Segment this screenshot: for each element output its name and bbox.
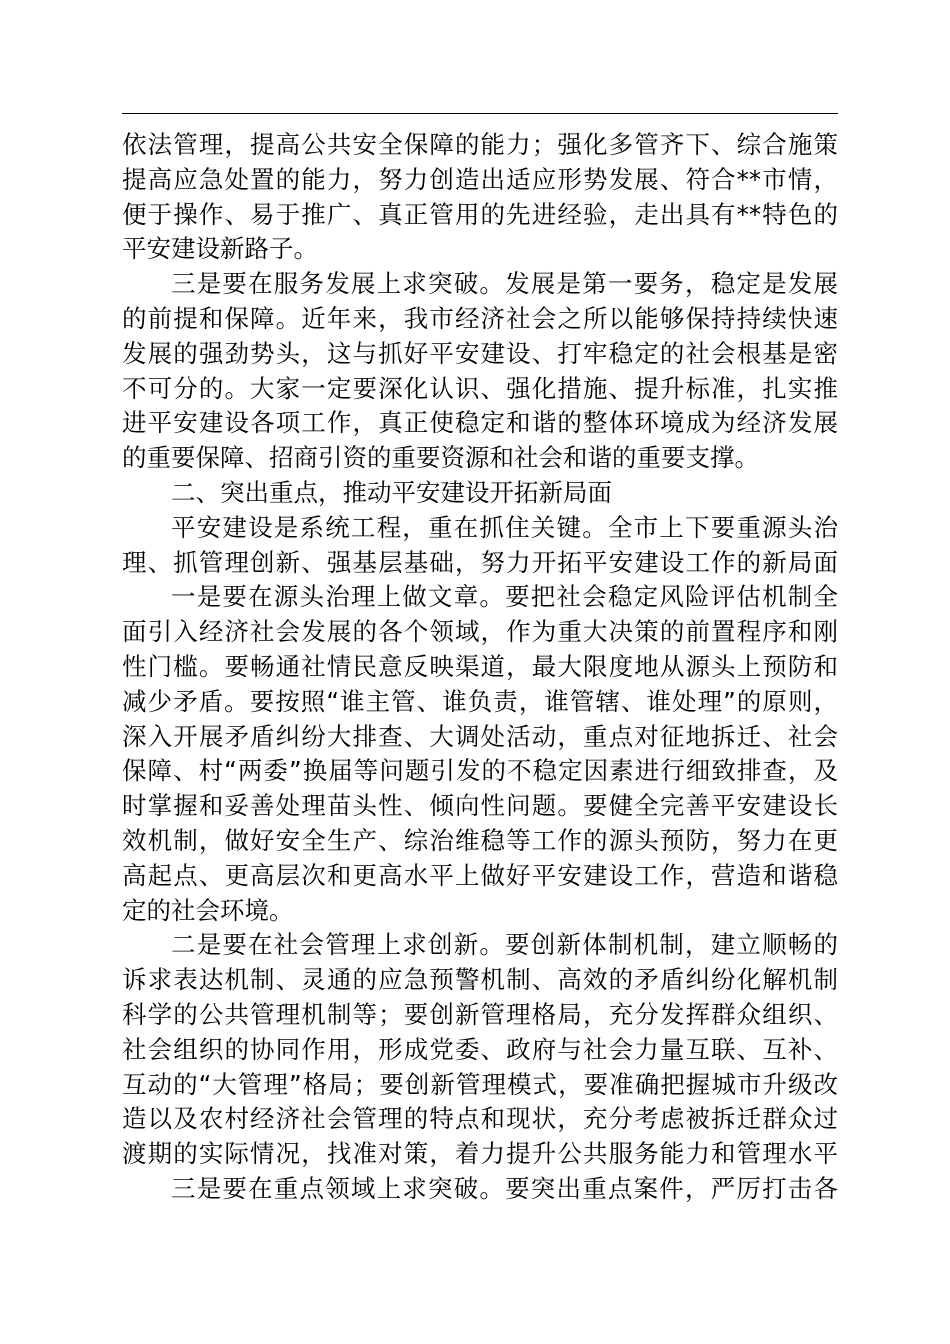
text-line: 效机制，做好安全生产、综治维稳等工作的源头预防，努力在更 [122,825,838,855]
text-line: 保障、村“两委”换届等问题引发的不稳定因素进行细致排查，及 [122,756,838,786]
text-line: 时掌握和妥善处理苗头性、倾向性问题。要健全完善平安建设长 [122,791,838,821]
header-rule [122,113,838,114]
body-text [122,128,838,1207]
text-line: 二、突出重点，推动平安建设开拓新局面 [171,477,612,507]
text-line: 理、抓管理创新、强基层基础，努力开拓平安建设工作的新局面 [122,547,838,577]
text-line: 渡期的实际情况，找准对策，着力提升公共服务能力和管理水平 [122,1139,838,1169]
text-line: 平安建设新路子。 [122,234,318,264]
text-line: 二是要在社会管理上求创新。要创新体制机制，建立顺畅的 [171,930,838,960]
text-line: 便于操作、易于推广、真正管用的先进经验，走出具有**特色的 [122,199,838,229]
text-line: 提高应急处置的能力，努力创造出适应形势发展、符合**市情， [122,164,838,194]
text-line: 定的社会环境。 [122,895,294,925]
text-line: 社会组织的协同作用，形成党委、政府与社会力量互联、互补、 [122,1034,838,1064]
text-line: 性门槛。要畅通社情民意反映渠道，最大限度地从源头上预防和 [122,651,838,681]
text-line: 诉求表达机制、灵通的应急预警机制、高效的矛盾纠纷化解机制 [122,965,838,995]
text-line: 的重要保障、招商引资的重要资源和社会和谐的重要支撑。 [122,443,759,473]
text-line: 深入开展矛盾纠纷大排查、大调处活动，重点对征地拆迁、社会 [122,721,838,751]
text-line: 依法管理，提高公共安全保障的能力；强化多管齐下、综合施策 [122,130,838,159]
text-line: 一是要在源头治理上做文章。要把社会稳定风险评估机制全 [171,582,838,612]
text-line: 不可分的。大家一定要深化认识、强化措施、提升标准，扎实推 [122,373,838,403]
text-line: 互动的“大管理”格局；要创新管理模式，要准确把握城市升级改 [122,1069,838,1099]
text-line: 减少矛盾。要按照“谁主管、谁负责，谁管辖、谁处理”的原则， [122,686,838,716]
text-line: 三是要在重点领域上求突破。要突出重点案件，严厉打击各 [171,1173,838,1203]
text-line: 高起点、更高层次和更高水平上做好平安建设工作，营造和谐稳 [122,860,838,890]
text-line: 发展的强劲势头，这与抓好平安建设、打牢稳定的社会根基是密 [122,338,838,368]
text-line: 面引入经济社会发展的各个领域，作为重大决策的前置程序和刚 [122,617,838,647]
text-line: 进平安建设各项工作，真正使稳定和谐的整体环境成为经济发展 [122,408,838,438]
text-line: 科学的公共管理机制等；要创新管理格局，充分发挥群众组织、 [122,999,838,1029]
text-line: 平安建设是系统工程，重在抓住关键。全市上下要重源头治 [171,512,838,542]
text-line: 的前提和保障。近年来，我市经济社会之所以能够保持持续快速 [122,303,838,333]
text-line: 造以及农村经济社会管理的特点和现状，充分考虑被拆迁群众过 [122,1104,838,1134]
text-line: 三是要在服务发展上求突破。发展是第一要务，稳定是发展 [171,269,838,299]
